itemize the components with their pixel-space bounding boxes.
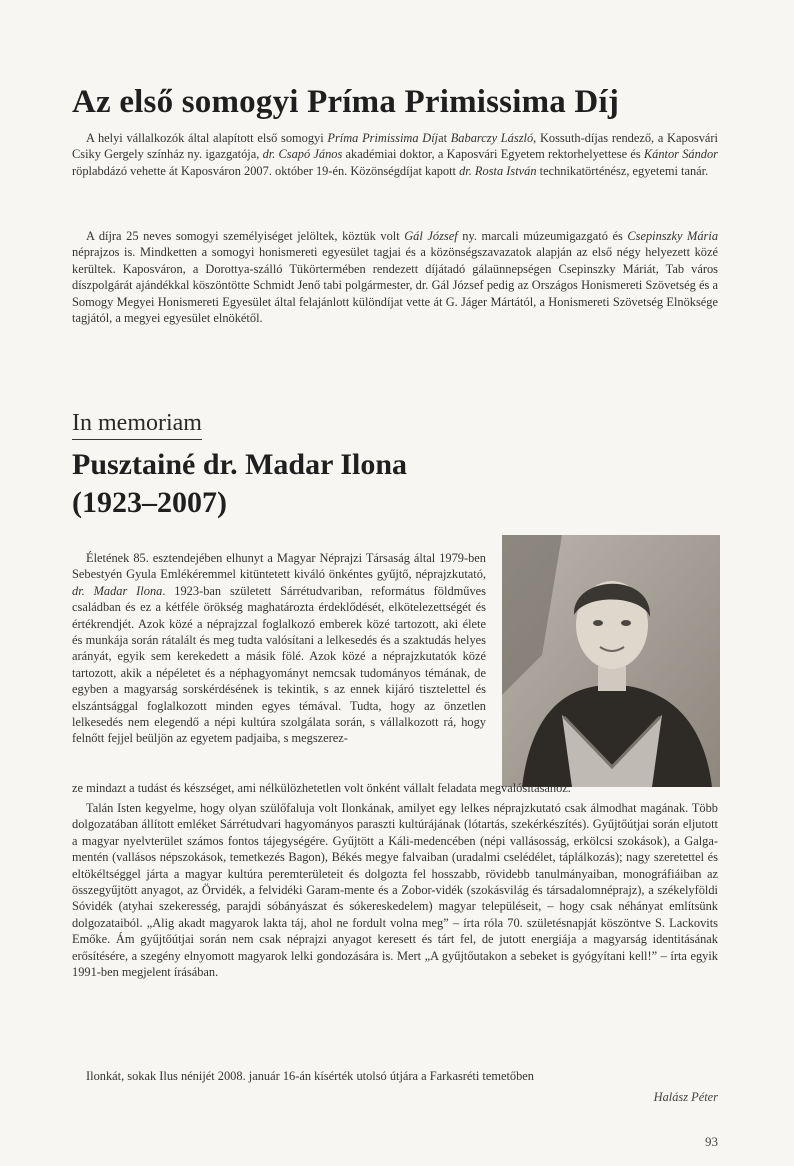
- portrait-photo-icon: [502, 535, 720, 787]
- text-run: technikatörténész, egyetemi tanár.: [536, 163, 709, 178]
- italic-name: Gál József: [404, 229, 458, 243]
- article-paragraph-2: [72, 228, 718, 326]
- text-run: , Kossuth-díjas rendező, a Kaposvári Csiky Gergely színház ny. igazgatója,: [72, 131, 718, 162]
- obituary-paragraph-3: Ilonkát, sokak Ilus nénijét 2008. január 16-án kísérték utolsó útjára a Farkasréti temetőben: [86, 1069, 534, 1083]
- text-run: A helyi vállalkozók által alapított első somogyi: [86, 131, 328, 145]
- text-run: A díjra 25 neves somogyi személyiséget jelöltek, köztük volt: [86, 229, 405, 243]
- obituary-title: [72, 446, 512, 522]
- portrait-photo: [502, 535, 720, 787]
- obituary-paragraph-1-tail: ze mindazt a tudást és készséget, ami nélkülözhetetlen volt önként vállalt feladata megvalósításához.: [72, 781, 571, 795]
- obituary-name: Pusztainé dr. Madar Ilona: [72, 448, 408, 481]
- section-heading: In memoriam: [72, 410, 202, 440]
- text-run: ny. marcali múzeumigazgató és: [457, 229, 628, 243]
- text-run: néprajzos is. Mindketten a somogyi honismereti egyesület tagjai és a közönségszavazatok alapján az első négy helyezett közé kerültek. Kaposváron, a Dorottya-szálló Tükörtermében rendezett díjátadó gálaünnepségen Csepinszky Máriát, Tab város díszpolgárát ajándékkal köszöntötte Schmidt Jenő tabi polgármester, dr. Gál József pedig az Országos Honismereti Szövetség és a Somogy Megyei Honismereti Egyesület által felajánlott különdíjat vette át G. Jáger Mártától, a Honismereti Szövetség Elnöksége tagjától, a megyei egyesület elnökétől.: [72, 245, 718, 326]
- obituary-dates: (1923–2007): [72, 486, 227, 519]
- article-paragraph-1: [72, 130, 718, 179]
- obituary-paragraph-2: Talán Isten kegyelme, hogy olyan szülőfaluja volt Ilonkának, amilyet egy lelkes néprajzkutató csak álmodhat magának. Több dolgozatában állított emléket Sárrétudvari hagyományos paraszti kultúrájának (lótartás, szekérkészítés). Gyűjtőútjai során eljutott a magyar nyelvterület számos fontos tájegységére. Gyűjtött a Káli-medencében (népi vallásosság, erkölcsi szokások), a Galga-mentén (vallásos népszokások, temetkezés Bagon), Békés megye falvaiban (uradalmi cselédélet, táplálkozás); nagy szeretettel és eltökéltséggel járta a magyar kultúra peremterületeit és dolgozta fel hosszabb, rövidebb tanulmányaiban, monográfiáiban az összegyűjtött anyagot, az Örvidék, a felvidéki Garam-mente és a Zobor-vidék (szokásvilág és társadalomnéprajz), a székelyföldi Sóvidék (atyhai szekeresség, parajdi sóbányászat és sókereskedelem) magyar településeit, – hogy csak néhányat említsünk dolgozataiból. „Alig akadt magyarok lakta táj, ahol ne fordult volna meg” – írta róla 70. születésnapját köszöntve S. Lackovits Emőke. Ám gyűjtőútjai során nem csak néprajzi anyagot keresett és tárt fel, de jutott energiája a magyarság identitásának erősítésére, a szegény elnyomott magyarok lelki gondozására is. Mert „A gyűjtőutakon a sebeket is gyógyítani kell!” – írta egyik 1991-ben megjelent írásában.: [72, 801, 718, 980]
- page-number: 93: [705, 1134, 718, 1149]
- italic-name: Kántor Sándor: [643, 147, 719, 162]
- italic-name: dr. Csapó János: [262, 147, 343, 162]
- text-run: at: [438, 131, 451, 145]
- italic-name: Príma Primissima Díj: [327, 131, 439, 145]
- italic-name: dr. Madar Ilona: [72, 583, 163, 598]
- italic-name: Csepinszky Mária: [627, 229, 719, 243]
- text-run: röplabdázó vehette át Kaposváron 2007. október 19-én. Közönségdíjat kapott: [72, 163, 460, 178]
- italic-name: dr. Rosta István: [459, 163, 537, 178]
- article-title: Az első somogyi Príma Primissima Díj: [72, 84, 620, 120]
- author-signature: Halász Péter: [653, 1090, 718, 1104]
- text-run: . 1923-ban született Sárrétudvariban, református földműves családban és ez a kétféle örökség maghatározta érdeklődését, elkötelezettségét és értékrendjét. Azok közé a néprajzzal foglalkozó emberek közé tartozott, aki élete és munkája során rátalált és meg tudta valósítani a lelkesedés és a szaktudás helyes arányát, egyik sem kerekedett a másik fölé. Azok közé a néprajzkutatók közé tartozott, akik a népéletet és a néphagyományt nemcsak tudományos témának, de egyben a magyarság sorskérdésének is tekintik, s az ennek kijáró tisztelettel és elszántsággal foglalkozott minden egyes témával. Tudta, hogy az önzetlen lelkesedés nem elegendő a népi kultúra szolgálata során, s vállalkozott rá, hogy felnőtt fejjel beüljön az egyetem padjaiba, s megszerez-: [72, 583, 486, 746]
- text-run: akadémiai doktor, a Kaposvári Egyetem rektorhelyettese és: [342, 147, 644, 162]
- text-run: Életének 85. esztendejében elhunyt a Magyar Néprajzi Társaság által 1979-ben Sebestyén Gyula Emlékéremmel kitüntetett kiváló önkéntes gyűjtő, néprajzkutató,: [72, 551, 486, 582]
- obituary-paragraph-1: [72, 550, 486, 747]
- italic-name: Babarczy László: [450, 131, 534, 145]
